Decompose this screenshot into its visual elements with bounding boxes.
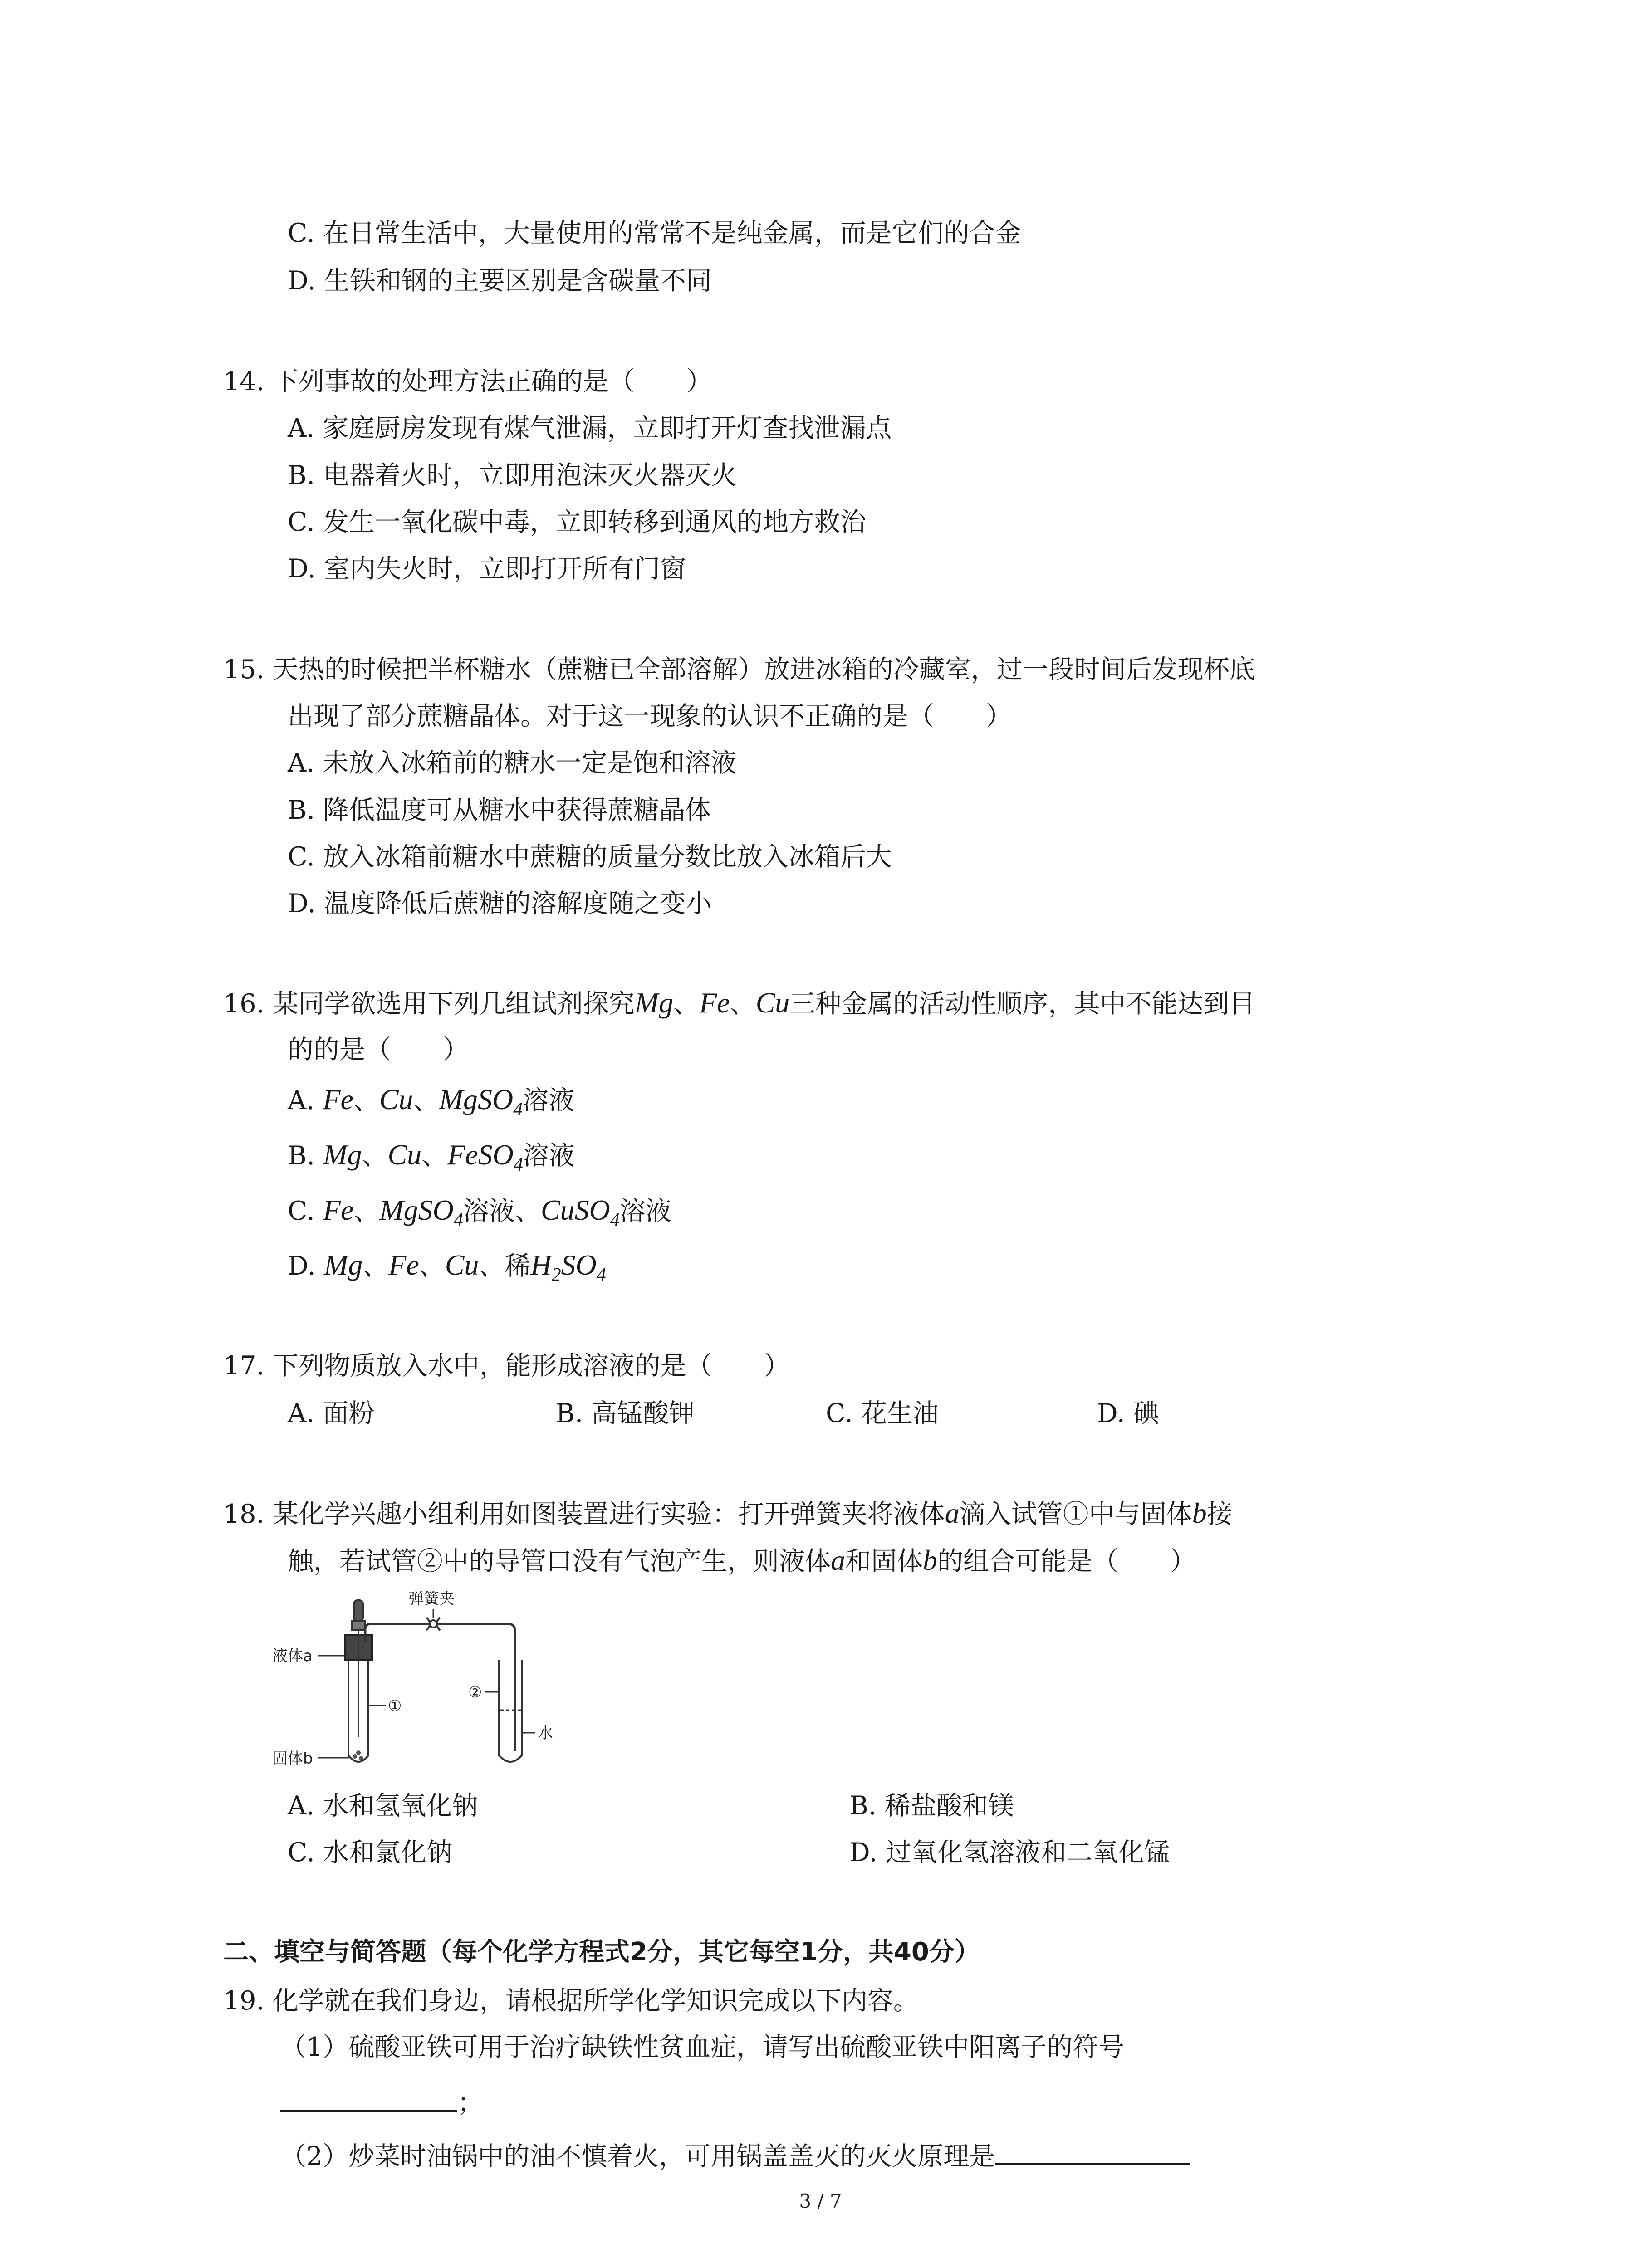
q15-option-d: D. 温度降低后蔗糖的溶解度随之变小 (288, 889, 712, 919)
apparatus-figure (272, 1588, 554, 1778)
label-tube-1: ① (388, 1697, 402, 1715)
label-water: 水 (538, 1724, 553, 1742)
q17-option-a: A. 面粉 (288, 1398, 375, 1428)
q14-option-b: B. 电器着火时，立即用泡沫灭火器灭火 (288, 460, 737, 490)
delivery-tube (365, 1624, 515, 1751)
label-spring-clamp: 弹簧夹 (408, 1590, 455, 1608)
q18-stem-line2: 触，若试管②中的导管口没有气泡产生，则液体a和固体b的组合可能是（ ） (288, 1544, 1196, 1576)
answer-blank-1[interactable] (280, 2084, 457, 2112)
q17-stem: 17. 下列物质放入水中，能形成溶液的是（ ） (223, 1351, 790, 1381)
q19-stem: 19. 化学就在我们身边，请根据所学化学知识完成以下内容。 (223, 1986, 919, 2016)
q18-option-d: D. 过氧化氢溶液和二氧化锰 (849, 1838, 1170, 1867)
q18-option-c: C. 水和氯化钠 (288, 1838, 452, 1867)
q15-stem-line1: 15. 天热的时候把半杯糖水（蔗糖已全部溶解）放进冰箱的冷藏室，过一段时间后发现杯底 (223, 655, 1255, 684)
q15-option-a: A. 未放入冰箱前的糖水一定是饱和溶液 (288, 748, 737, 778)
q15-option-c: C. 放入冰箱前糖水中蔗糖的质量分数比放入冰箱后大 (288, 842, 892, 872)
section-2-heading: 二、填空与简答题（每个化学方程式2分，其它每空1分，共40分） (223, 1937, 980, 1967)
dropper-collar (352, 1621, 365, 1630)
q17-option-c: C. 花生油 (826, 1398, 939, 1428)
q13-option-d: D. 生铁和钢的主要区别是含碳量不同 (288, 266, 712, 296)
dropper-bulb (354, 1600, 363, 1621)
label-liquid-a: 液体a (272, 1647, 313, 1665)
page-number: 3 / 7 (799, 2190, 842, 2212)
q19-part-1-answer: ； (280, 2084, 483, 2119)
q18-stem-line1: 18. 某化学兴趣小组利用如图装置进行实验：打开弹簧夹将液体a滴入试管①中与固体b接 (223, 1497, 1233, 1529)
q17-option-d: D. 碘 (1097, 1398, 1159, 1428)
q14-option-d: D. 室内失火时，立即打开所有门窗 (288, 554, 686, 584)
q19-part-2: （2）炒菜时油锅中的油不慎着火，可用锅盖盖灭的灭火原理是 (280, 2138, 1190, 2173)
q14-option-c: C. 发生一氧化碳中毒，立即转移到通风的地方救治 (288, 507, 866, 537)
q16-option-b: B. Mg、Cu、FeSO$_4$溶液 (288, 1139, 575, 1175)
q17-option-b: B. 高锰酸钾 (556, 1398, 695, 1428)
label-solid-b: 固体b (272, 1750, 313, 1768)
q16-stem-line2: 的的是（ ） (288, 1035, 469, 1065)
q19-part-1: （1）硫酸亚铁可用于治疗缺铁性贫血症，请写出硫酸亚铁中阳离子的符号 (280, 2032, 1125, 2062)
q16-option-d: D. Mg、Fe、Cu、稀$H_2SO_4$ (288, 1249, 606, 1286)
q18-option-b: B. 稀盐酸和镁 (849, 1791, 1014, 1821)
answer-blank-2[interactable] (995, 2138, 1190, 2165)
q16-option-c: C. Fe、MgSO$_4$溶液、CuSO$_4$溶液 (288, 1194, 671, 1231)
test-tube-2 (499, 1660, 522, 1762)
q13-option-c: C. 在日常生活中，大量使用的常常不是纯金属，而是它们的合金 (288, 218, 1021, 248)
q15-stem-line2: 出现了部分蔗糖晶体。对于这一现象的认识不正确的是（ ） (288, 701, 1012, 731)
q14-option-a: A. 家庭厨房发现有煤气泄漏，立即打开灯查找泄漏点 (288, 413, 892, 443)
label-tube-2: ② (468, 1683, 482, 1701)
q18-option-a: A. 水和氢氧化钠 (288, 1791, 478, 1821)
q16-stem-line1: 16. 某同学欲选用下列几组试剂探究Mg、Fe、Cu三种金属的活动性顺序，其中不能达到目 (223, 987, 1255, 1019)
q16-option-a: A. Fe、Cu、MgSO$_4$溶液 (288, 1083, 575, 1120)
q15-option-b: B. 降低温度可从糖水中获得蔗糖晶体 (288, 795, 711, 825)
q14-stem: 14. 下列事故的处理方法正确的是（ ） (223, 367, 712, 396)
